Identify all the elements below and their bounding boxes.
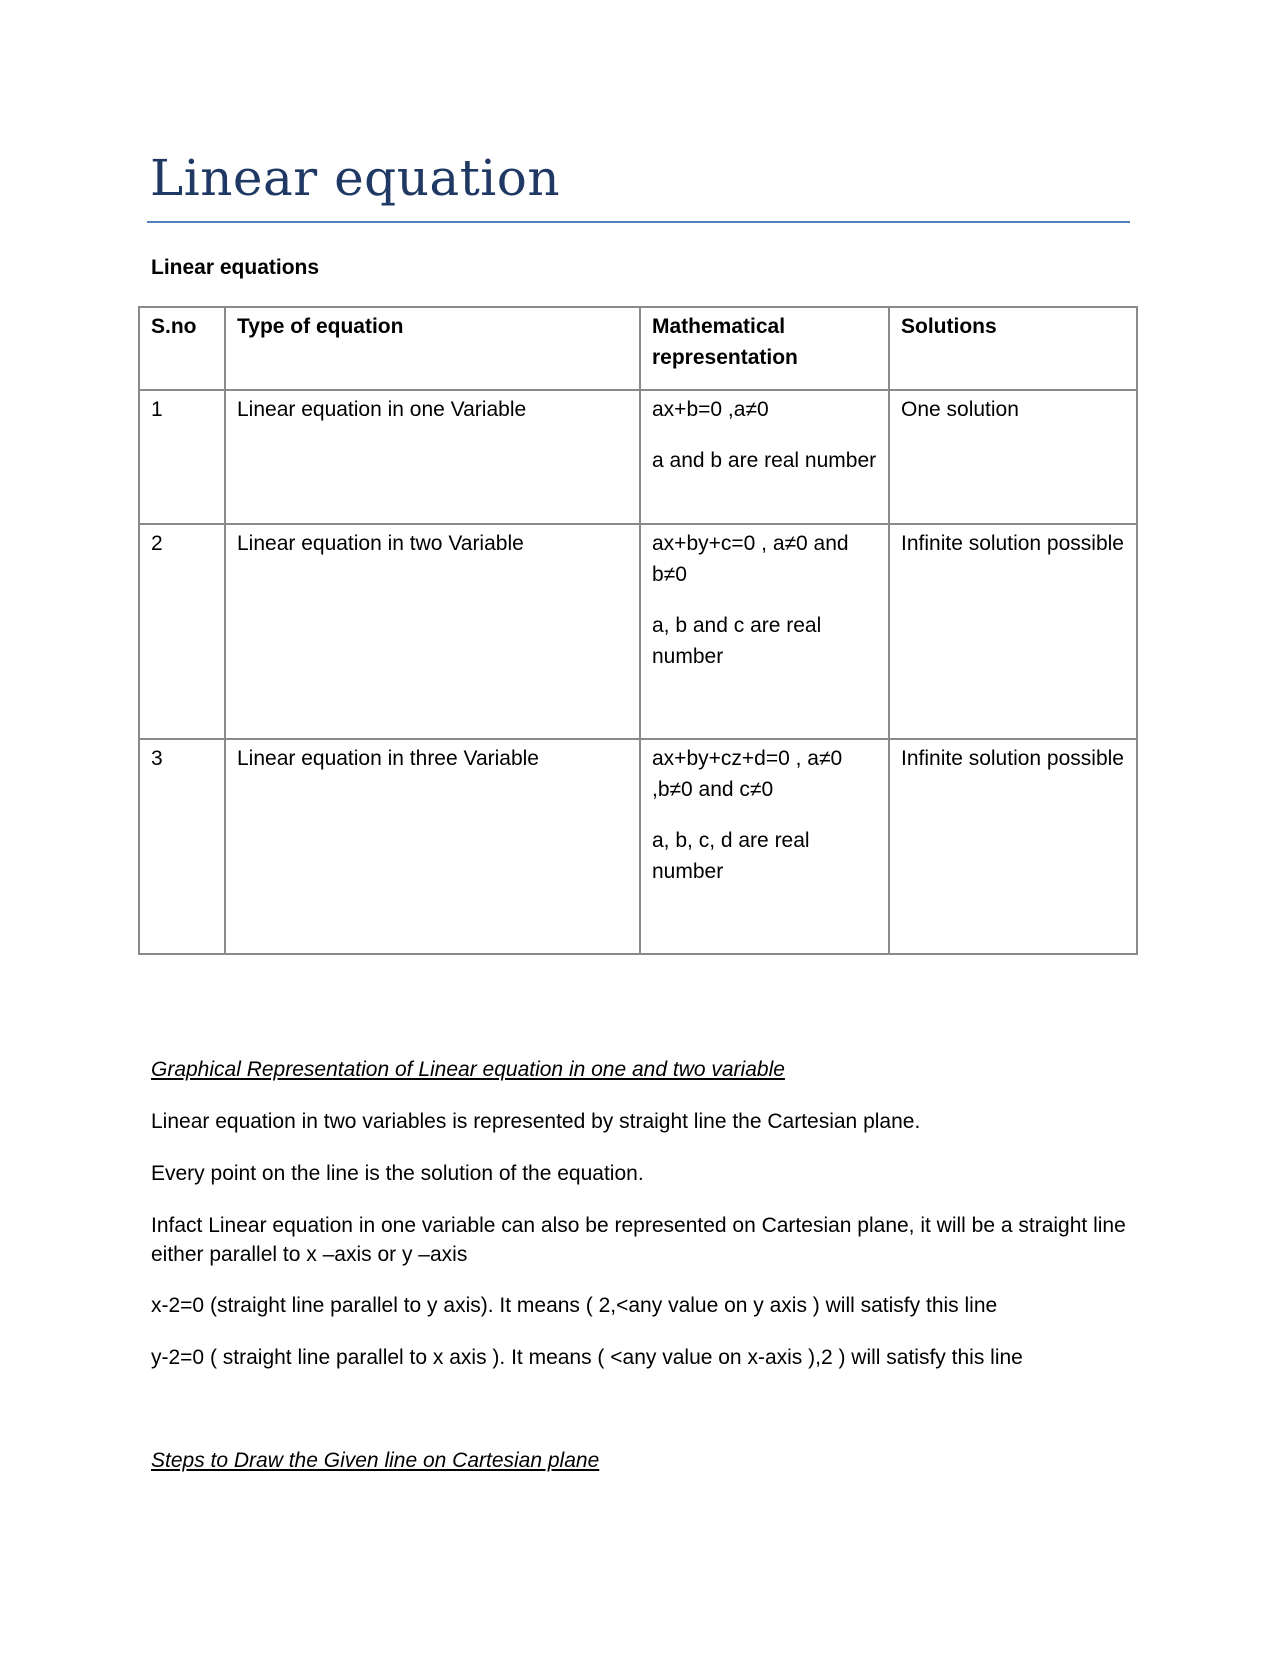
row-math <box>640 524 889 739</box>
header-sno: S.no <box>139 307 225 390</box>
row-type: Linear equation in three Variable <box>225 739 640 954</box>
row-sno: 1 <box>139 390 225 524</box>
paragraph: y-2=0 ( straight line parallel to x axis ). It means ( <any value on x-axis ),2 ) will satisfy this line <box>151 1346 1023 1369</box>
math-note: a, b and c are real number <box>652 614 822 668</box>
row-sno: 2 <box>139 524 225 739</box>
paragraph: Linear equation in two variables is represented by straight line the Cartesian plane. <box>151 1110 921 1133</box>
row-type: Linear equation in two Variable <box>225 524 640 739</box>
row-solution: Infinite solution possible <box>889 524 1137 739</box>
math-equation: ax+by+c=0 , a≠0 and b≠0 <box>652 532 849 586</box>
row-solution: One solution <box>889 390 1137 524</box>
math-note: a and b are real number <box>652 449 877 472</box>
row-math <box>640 739 889 954</box>
paragraph: Every point on the line is the solution of the equation. <box>151 1162 644 1185</box>
page-title: Linear equation <box>150 149 561 207</box>
linear-equations-table <box>138 306 1138 955</box>
math-note: a, b, c, d are real number <box>652 829 810 883</box>
section-heading: Linear equations <box>151 256 320 279</box>
table-header-row <box>139 307 1137 390</box>
header-solutions: Solutions <box>889 307 1137 390</box>
row-math <box>640 390 889 524</box>
row-solution: Infinite solution possible <box>889 739 1137 954</box>
row-sno: 3 <box>139 739 225 954</box>
math-equation: ax+by+cz+d=0 , a≠0 ,b≠0 and c≠0 <box>652 747 843 801</box>
table-row <box>139 524 1137 739</box>
table-row <box>139 390 1137 524</box>
title-divider <box>147 221 1130 223</box>
steps-heading: Steps to Draw the Given line on Cartesian plane <box>151 1449 600 1472</box>
graphical-heading: Graphical Representation of Linear equation in one and two variable <box>151 1058 785 1081</box>
table-row <box>139 739 1137 954</box>
row-type: Linear equation in one Variable <box>225 390 640 524</box>
header-math: Mathematical representation <box>640 307 889 390</box>
header-type: Type of equation <box>225 307 640 390</box>
paragraph: x-2=0 (straight line parallel to y axis). It means ( 2,<any value on y axis ) will satisfy this line <box>151 1294 998 1317</box>
math-equation: ax+b=0 ,a≠0 <box>652 398 769 421</box>
paragraph: Infact Linear equation in one variable can also be represented on Cartesian plane, it will be a straight line either parallel to x –axis or y –axis <box>151 1214 1126 1266</box>
